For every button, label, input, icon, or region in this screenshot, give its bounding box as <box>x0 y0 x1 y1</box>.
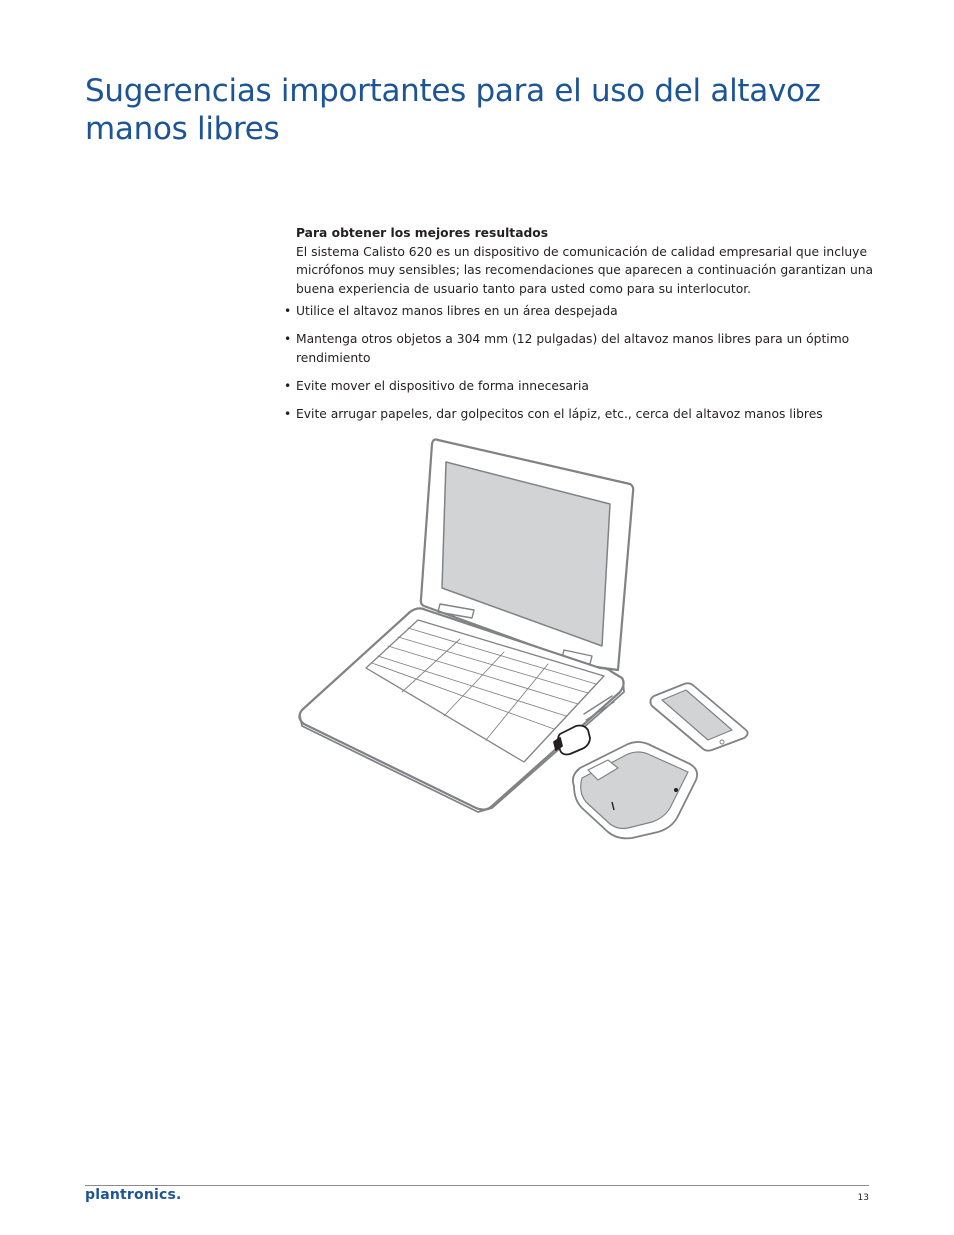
page-number: 13 <box>857 1193 869 1203</box>
device-illustration <box>292 434 754 842</box>
list-item: • Evite arrugar papeles, dar golpecitos con el lápiz, etc., cerca del altavoz manos libres <box>284 405 864 424</box>
list-item: • Mantenga otros objetos a 304 mm (12 pulgadas) del altavoz manos libres para un óptimo rendimiento <box>284 330 864 367</box>
list-item: • Evite mover el dispositivo de forma innecesaria <box>284 377 864 396</box>
brand-logo: plantronics. <box>85 1187 182 1203</box>
footer-divider <box>85 1185 869 1186</box>
smartphone-icon <box>650 683 747 750</box>
intro-heading: Para obtener los mejores resultados <box>296 226 549 240</box>
laptop-icon <box>299 440 633 813</box>
tips-list <box>284 302 864 433</box>
speakerphone-icon <box>573 742 697 838</box>
intro-section <box>296 224 876 298</box>
list-item: • Utilice el altavoz manos libres en un área despejada <box>284 302 864 321</box>
intro-body: El sistema Calisto 620 es un dispositivo de comunicación de calidad empresarial que incluye micrófonos muy sensibles; las recomendaciones que aparecen a continuación garantizan una buena experiencia de usuario tanto para usted como para su interlocutor. <box>296 244 874 296</box>
page-title: Sugerencias importantes para el uso del altavoz manos libres <box>85 73 821 147</box>
